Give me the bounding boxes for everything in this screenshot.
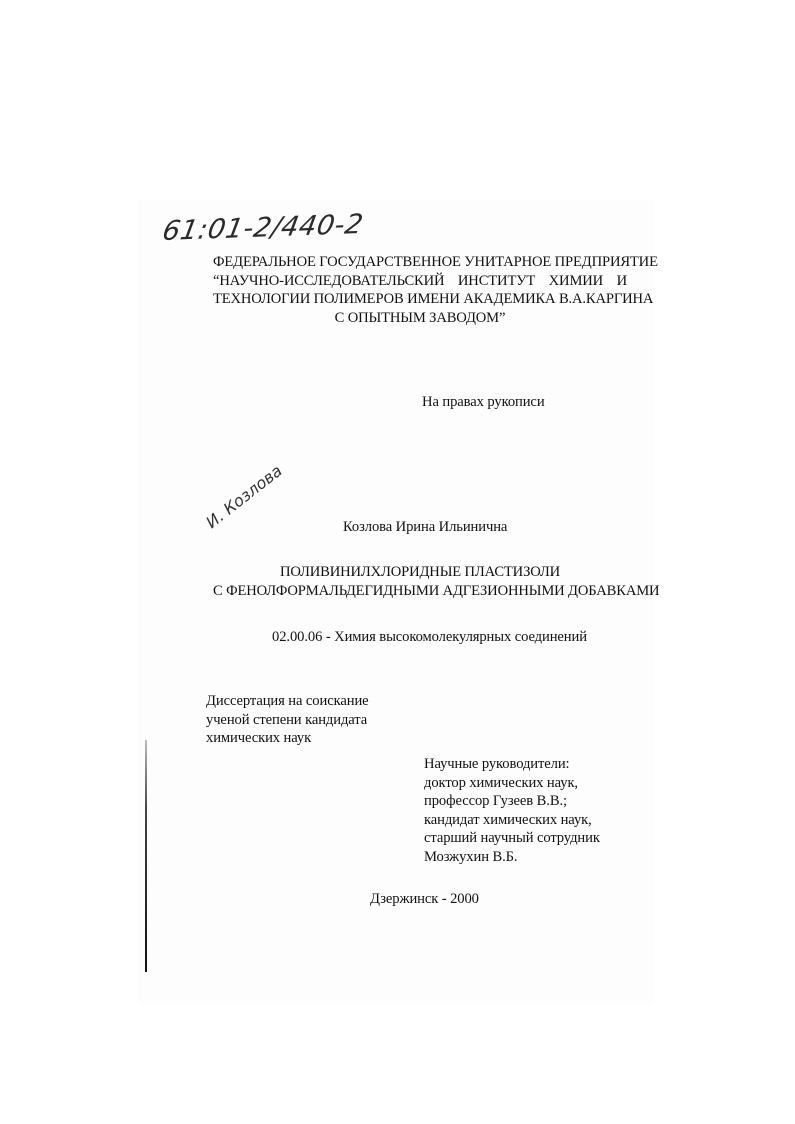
supervisor-line-5: старший научный сотрудник bbox=[424, 830, 600, 846]
institution-line-1-text: ФЕДЕРАЛЬНОЕ ГОСУДАРСТВЕННОЕ УНИТАРНОЕ ПРЕДПРИЯТИЕ bbox=[213, 254, 658, 270]
binding-margin-line bbox=[145, 740, 147, 972]
degree-line-1: Диссертация на соискание bbox=[206, 693, 369, 709]
supervisor-line-4: кандидат химических наук, bbox=[424, 811, 592, 828]
rights-notice: На правах рукописи bbox=[422, 394, 545, 410]
author-name: Козлова Ирина Ильинична bbox=[343, 519, 508, 535]
institution-line-2-word-4: И bbox=[616, 272, 627, 289]
handwritten-signature: И. Козлова bbox=[202, 460, 286, 532]
dissertation-title bbox=[213, 563, 660, 600]
title-line-1: ПОЛИВИНИЛХЛОРИДНЫЕ ПЛАСТИЗОЛИ bbox=[279, 564, 561, 580]
supervisor-line-6: Мозжухин В.Б. bbox=[424, 848, 518, 865]
institution-line-2-word-2: ИНСТИТУТ bbox=[457, 272, 536, 289]
institution-line-3: ТЕХНОЛОГИИ ПОЛИМЕРОВ ИМЕНИ АКАДЕМИКА В.А.КАРГИНА bbox=[213, 291, 654, 307]
supervisor-line-3: профессор Гузеев В.В.; bbox=[424, 793, 567, 809]
handwritten-shelfmark: 61:01-2/440-2 bbox=[160, 209, 366, 247]
degree-line-3: химических наук bbox=[206, 730, 312, 746]
institution-line-2-word-3: ХИМИИ bbox=[548, 272, 604, 289]
supervisor-line-2: доктор химических наук, bbox=[424, 774, 578, 791]
degree-line-2: ученой степени кандидата bbox=[206, 711, 368, 728]
institution-line-2-word-1: “НАУЧНО-ИССЛЕДОВАТЕЛЬСКИЙ bbox=[213, 272, 445, 289]
institution-line-1 bbox=[213, 253, 658, 272]
place-year: Дзержинск - 2000 bbox=[370, 891, 479, 907]
institution-line-4: С ОПЫТНЫМ ЗАВОДОМ” bbox=[334, 309, 506, 326]
supervisors-block bbox=[424, 755, 600, 866]
institution-header bbox=[213, 253, 658, 327]
degree-statement bbox=[206, 692, 369, 748]
specialty-code: 02.00.06 - Химия высокомолекулярных соединений bbox=[272, 629, 587, 645]
supervisors-heading: Научные руководители: bbox=[424, 756, 570, 772]
title-line-2: С ФЕНОЛФОРМАЛЬДЕГИДНЫМИ АДГЕЗИОННЫМИ ДОБАВКАМИ bbox=[213, 582, 660, 599]
institution-line-2 bbox=[213, 272, 627, 291]
